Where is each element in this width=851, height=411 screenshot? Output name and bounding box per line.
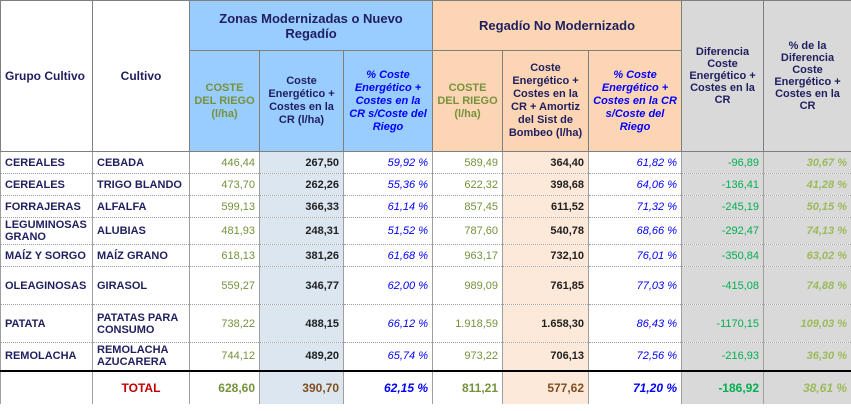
cell-grupo: LEGUMINOSAS GRANO [1, 218, 93, 245]
cell-n-coste: 963,17 [433, 245, 503, 267]
header-group-modern: Zonas Modernizadas o Nuevo Regadío [190, 1, 433, 51]
total-n-ce: 577,62 [503, 371, 589, 404]
cell-cultivo: ALFALFA [93, 196, 190, 218]
cell-n-coste: 787,60 [433, 218, 503, 245]
total-n-coste: 811,21 [433, 371, 503, 404]
cell-n-pct: 76,01 % [589, 245, 682, 267]
cell-m-coste: 618,13 [190, 245, 260, 267]
cell-grupo: FORRAJERAS [1, 196, 93, 218]
cell-grupo: CEREALES [1, 174, 93, 196]
cell-m-pct: 61,68 % [344, 245, 433, 267]
total-m-ce: 390,70 [260, 371, 344, 404]
table-row [1, 218, 851, 245]
cell-pct-dif: 74,13 % [764, 218, 851, 245]
cell-m-ce: 381,26 [260, 245, 344, 267]
cell-cultivo: PATATAS PARA CONSUMO [93, 305, 190, 343]
cell-m-ce: 489,20 [260, 343, 344, 371]
header-modern-ce: Coste Energético + Costes en la CR (l/ha) [260, 51, 344, 152]
cell-dif: -96,89 [682, 152, 764, 174]
cell-pct-dif: 41,28 % [764, 174, 851, 196]
cell-m-coste: 738,22 [190, 305, 260, 343]
cell-n-coste: 1.918,59 [433, 305, 503, 343]
total-m-coste: 628,60 [190, 371, 260, 404]
cell-m-ce: 488,15 [260, 305, 344, 343]
cell-m-ce: 366,33 [260, 196, 344, 218]
cell-m-coste: 744,12 [190, 343, 260, 371]
cell-n-ce: 540,78 [503, 218, 589, 245]
cell-grupo: MAÍZ Y SORGO [1, 245, 93, 267]
total-n-pct: 71,20 % [589, 371, 682, 404]
cell-n-pct: 71,32 % [589, 196, 682, 218]
header-modern-pct: % Coste Energético + Costes en la CR s/Coste del Riego [344, 51, 433, 152]
total-dif: -186,92 [682, 371, 764, 404]
cell-cultivo: ALUBIAS [93, 218, 190, 245]
cell-m-ce: 262,26 [260, 174, 344, 196]
table-row [1, 174, 851, 196]
cell-grupo: CEREALES [1, 152, 93, 174]
header-diferencia: Diferencia Coste Energético + Costes en la CR [682, 1, 764, 152]
cell-n-coste: 973,22 [433, 343, 503, 371]
cell-pct-dif: 36,30 % [764, 343, 851, 371]
cell-pct-dif: 74,88 % [764, 267, 851, 305]
cell-dif: -1170,15 [682, 305, 764, 343]
cell-cultivo: MAÍZ GRANO [93, 245, 190, 267]
cell-m-pct: 51,52 % [344, 218, 433, 245]
cell-pct-dif: 30,67 % [764, 152, 851, 174]
cell-n-ce: 1.658,30 [503, 305, 589, 343]
cell-m-coste: 559,27 [190, 267, 260, 305]
cell-grupo: REMOLACHA [1, 343, 93, 371]
cell-m-pct: 66,12 % [344, 305, 433, 343]
cell-n-ce: 706,13 [503, 343, 589, 371]
cell-n-pct: 68,66 % [589, 218, 682, 245]
cell-cultivo: REMOLACHA AZUCARERA [93, 343, 190, 371]
cell-n-pct: 64,06 % [589, 174, 682, 196]
cell-m-ce: 267,50 [260, 152, 344, 174]
cell-m-pct: 55,36 % [344, 174, 433, 196]
table-row [1, 196, 851, 218]
cell-cultivo: GIRASOL [93, 267, 190, 305]
cell-n-coste: 622,32 [433, 174, 503, 196]
header-nomodern-ce: Coste Energético + Costes en la CR + Amortiz del Sist de Bombeo (l/ha) [503, 51, 589, 152]
cell-cultivo: CEBADA [93, 152, 190, 174]
cell-n-coste: 989,09 [433, 267, 503, 305]
cell-m-coste: 599,13 [190, 196, 260, 218]
cell-n-ce: 611,52 [503, 196, 589, 218]
cell-n-ce: 732,10 [503, 245, 589, 267]
header-nomodern-pct: % Coste Energético + Costes en la CR s/Coste del Riego [589, 51, 682, 152]
cell-pct-dif: 63,02 % [764, 245, 851, 267]
total-label: TOTAL [93, 371, 190, 404]
cell-cultivo: TRIGO BLANDO [93, 174, 190, 196]
table-row [1, 267, 851, 305]
cell-dif: -216,93 [682, 343, 764, 371]
cell-grupo: PATATA [1, 305, 93, 343]
cell-pct-dif: 109,03 % [764, 305, 851, 343]
table-row [1, 152, 851, 174]
cell-n-ce: 761,85 [503, 267, 589, 305]
total-pct-dif: 38,61 % [764, 371, 851, 404]
cell-n-pct: 72,56 % [589, 343, 682, 371]
cell-grupo: OLEAGINOSAS [1, 267, 93, 305]
cell-dif: -415,08 [682, 267, 764, 305]
cell-dif: -245,19 [682, 196, 764, 218]
cell-m-ce: 346,77 [260, 267, 344, 305]
table-row [1, 343, 851, 371]
header-nomodern-coste: COSTE DEL RIEGO (l/ha) [433, 51, 503, 152]
cell-m-pct: 61,14 % [344, 196, 433, 218]
cell-m-coste: 481,93 [190, 218, 260, 245]
cell-n-coste: 589,49 [433, 152, 503, 174]
cell-m-pct: 65,74 % [344, 343, 433, 371]
cell-m-ce: 248,31 [260, 218, 344, 245]
cell-dif: -292,47 [682, 218, 764, 245]
cell-n-ce: 364,40 [503, 152, 589, 174]
table-row [1, 305, 851, 343]
cell-m-pct: 62,00 % [344, 267, 433, 305]
cell-m-pct: 59,92 % [344, 152, 433, 174]
total-m-pct: 62,15 % [344, 371, 433, 404]
cell-pct-dif: 50,15 % [764, 196, 851, 218]
cell-n-coste: 857,45 [433, 196, 503, 218]
total-row [1, 371, 851, 404]
cell-n-pct: 86,43 % [589, 305, 682, 343]
header-grupo: Grupo Cultivo [1, 1, 93, 152]
table-row [1, 245, 851, 267]
header-modern-coste: COSTE DEL RIEGO (l/ha) [190, 51, 260, 152]
header-cultivo: Cultivo [93, 1, 190, 152]
cell-n-pct: 77,03 % [589, 267, 682, 305]
cell-m-coste: 446,44 [190, 152, 260, 174]
header-pct-diferencia: % de la Diferencia Coste Energético + Costes en la CR [764, 1, 851, 152]
cell-n-pct: 61,82 % [589, 152, 682, 174]
cell-dif: -350,84 [682, 245, 764, 267]
header-group-no-modern: Regadío No Modernizado [433, 1, 682, 51]
cell-dif: -136,41 [682, 174, 764, 196]
cell-m-coste: 473,70 [190, 174, 260, 196]
cell-n-ce: 398,68 [503, 174, 589, 196]
